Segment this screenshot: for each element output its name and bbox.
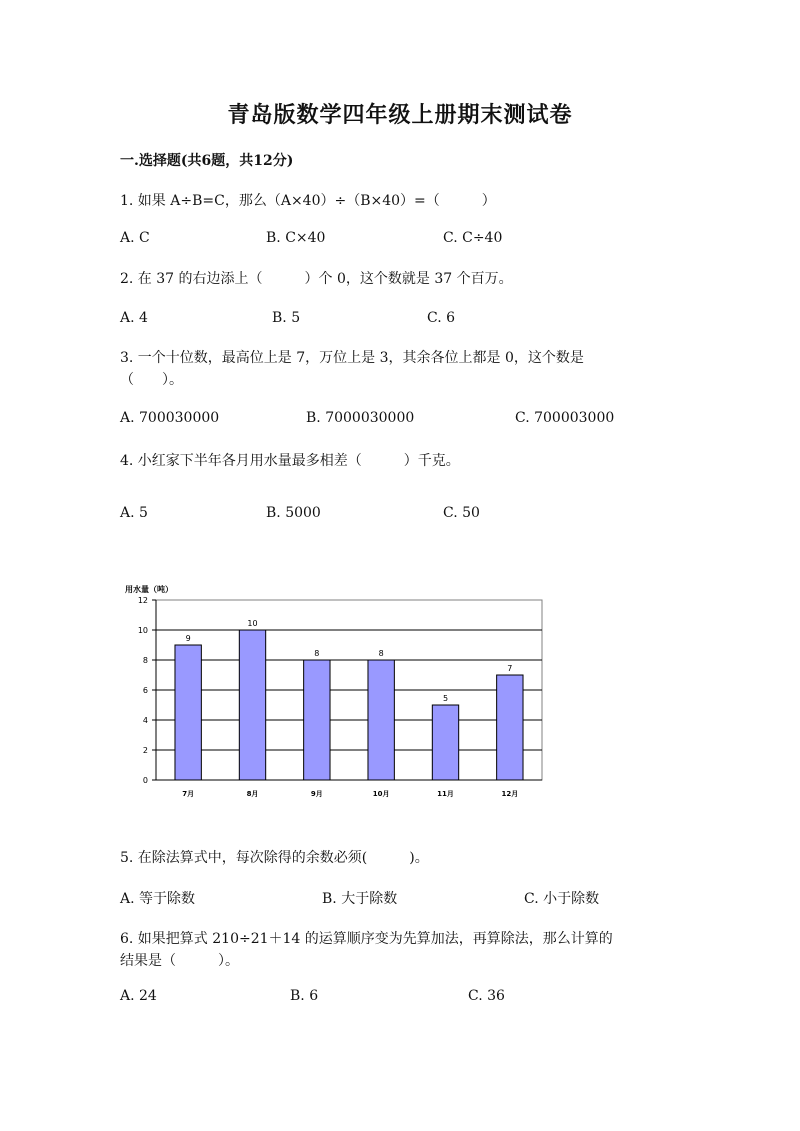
question-1: 1. 如果 A÷B=C，那么（A×40）÷（B×40）=（ ） [120,193,496,209]
y-tick-label: 4 [142,716,148,725]
water-usage-bar-chart [120,580,560,810]
section-heading: 一.选择题(共6题，共12分) [120,153,294,169]
q6-option-a[interactable]: A. 24 [120,988,157,1004]
bar-data-label: 10 [247,619,258,628]
bar-data-label: 9 [185,634,191,643]
q6-option-c[interactable]: C. 36 [468,988,505,1004]
q4-option-c[interactable]: C. 50 [443,505,480,521]
x-tick-label: 10月 [372,790,390,798]
chart-bar [175,645,201,780]
x-tick-label: 8月 [246,790,259,798]
q3-option-c[interactable]: C. 700003000 [515,410,615,426]
y-tick-label: 0 [142,776,148,785]
bar-data-label: 5 [442,694,449,703]
chart-title: 用水量（吨） [125,585,173,594]
chart-bar [368,660,394,780]
x-tick-label: 11月 [437,790,454,798]
q2-option-c[interactable]: C. 6 [427,310,456,326]
bar-data-label: 8 [314,649,320,658]
q3-option-a[interactable]: A. 700030000 [120,410,220,426]
page-title: 青岛版数学四年级上册期末测试卷 [227,102,573,128]
q1-option-c[interactable]: C. C÷40 [443,230,503,246]
q5-option-a[interactable]: A. 等于除数 [120,891,196,907]
q2-option-a[interactable]: A. 4 [120,310,148,326]
x-tick-label: 12月 [501,790,519,798]
q4-option-b[interactable]: B. 5000 [266,505,321,521]
q2-option-b[interactable]: B. 5 [272,310,301,326]
q5-option-c[interactable]: C. 小于除数 [524,891,600,907]
chart-bar [432,705,458,780]
y-tick-label: 2 [142,746,148,755]
y-tick-label: 6 [142,686,148,695]
chart-bar [239,630,265,780]
x-tick-label: 9月 [310,790,323,798]
question-4: 4. 小红家下半年各月用水量最多相差（ ）千克。 [120,453,460,469]
chart-bar [497,675,523,780]
question-3: 3. 一个十位数，最高位上是 7，万位上是 3，其余各位上都是 0，这个数是 [120,350,584,366]
q6-option-b[interactable]: B. 6 [290,988,319,1004]
chart-bar [304,660,330,780]
q4-option-a[interactable]: A. 5 [120,505,148,521]
q1-option-a[interactable]: A. C [120,230,150,246]
y-tick-label: 12 [137,596,148,605]
question-5: 5. 在除法算式中，每次除得的余数必须( )。 [120,850,429,866]
bar-data-label: 7 [507,664,513,673]
question-6-line-2: 结果是（ ）。 [120,953,239,969]
question-2: 2. 在 37 的右边添上（ ）个 0，这个数就是 37 个百万。 [120,271,513,287]
y-tick-label: 10 [137,626,148,635]
q1-option-b[interactable]: B. C×40 [266,230,326,246]
question-3-line-2: （ ）。 [120,372,183,388]
q3-option-b[interactable]: B. 7000030000 [306,410,415,426]
bar-data-label: 8 [378,649,384,658]
x-tick-label: 7月 [182,790,195,798]
question-6: 6. 如果把算式 210÷21＋14 的运算顺序变为先算加法，再算除法，那么计算的 [120,931,613,947]
y-tick-label: 8 [142,656,148,665]
q5-option-b[interactable]: B. 大于除数 [322,891,398,907]
